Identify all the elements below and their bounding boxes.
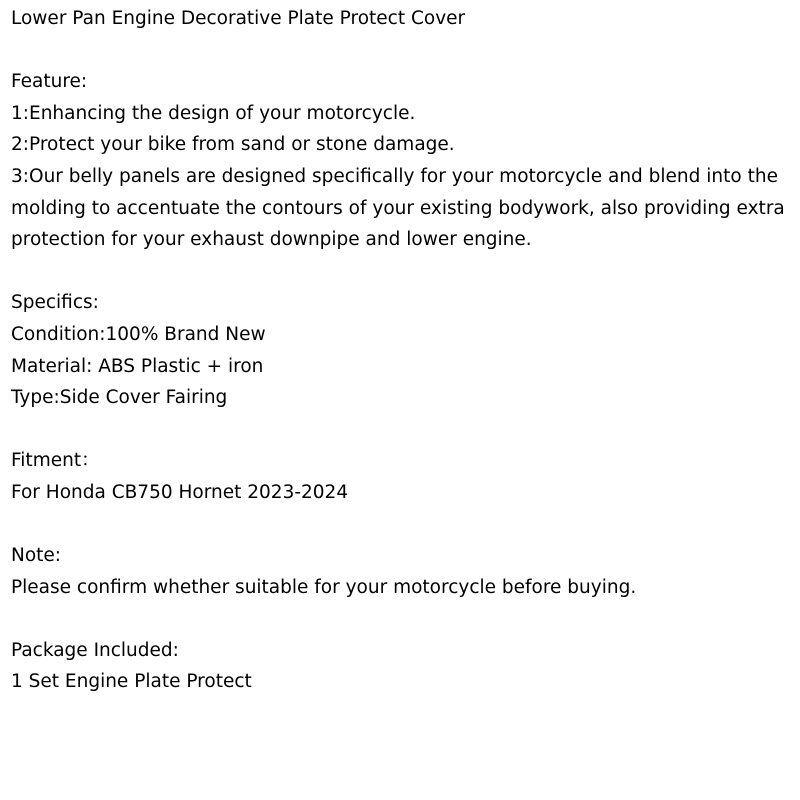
spacer xyxy=(11,256,791,288)
feature-heading: Feature: xyxy=(11,71,88,93)
feature-item: 2:Protect your bike from sand or stone damage. xyxy=(11,134,455,156)
package-heading: Package Included: xyxy=(11,639,179,661)
note-heading: Note: xyxy=(11,545,62,567)
product-title: Lower Pan Engine Decorative Plate Protect Cover xyxy=(11,8,466,29)
feature-item: 1:Enhancing the design of your motorcycle. xyxy=(11,102,416,124)
feature-item: 3:Our belly panels are designed specifically for your motorcycle and blend into the molding to accentuate the contours of your existing bodywork, also providing extra protection for your exhaust downpipe and lower engine. xyxy=(11,165,785,251)
fitment-heading: Fitment： xyxy=(11,450,100,472)
spacer xyxy=(11,509,791,541)
spacer xyxy=(11,35,791,67)
product-description xyxy=(11,3,791,698)
specifics-type: Type:Side Cover Fairing xyxy=(11,387,228,409)
note-value: Please confirm whether suitable for your motorcycle before buying. xyxy=(11,576,637,598)
specifics-heading: Specifics: xyxy=(11,292,99,314)
package-value: 1 Set Engine Plate Protect xyxy=(11,671,252,693)
spacer xyxy=(11,414,791,446)
specifics-condition: Condition:100% Brand New xyxy=(11,323,266,345)
spacer xyxy=(11,603,791,635)
fitment-value: For Honda CB750 Hornet 2023-2024 xyxy=(11,481,349,503)
specifics-material: Material: ABS Plastic + iron xyxy=(11,355,264,377)
